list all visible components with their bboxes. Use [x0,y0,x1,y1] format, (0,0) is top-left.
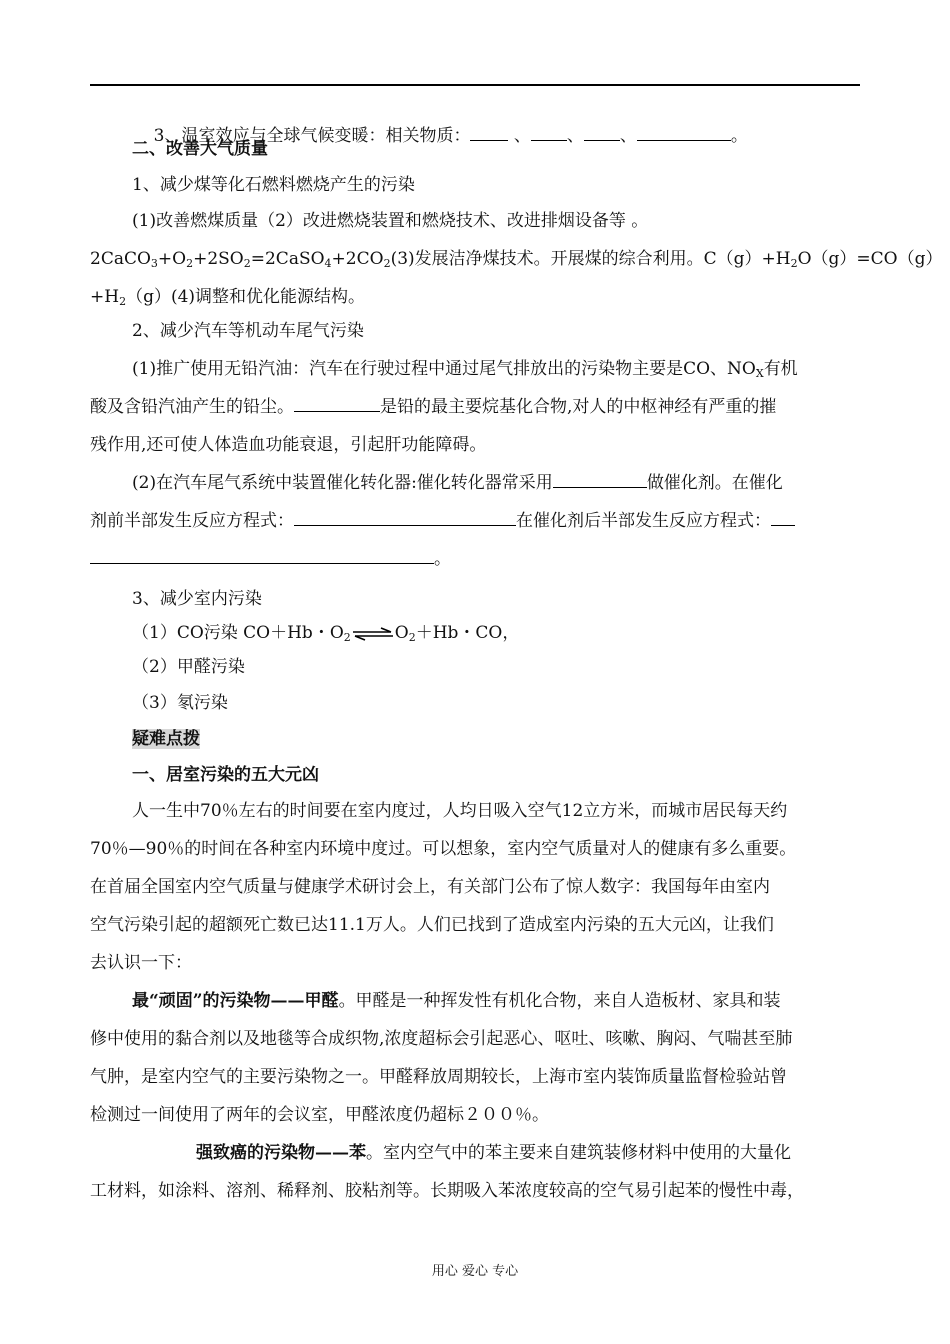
page-footer: 用心 爱心 专心 [431,1264,519,1279]
item3-formaldehyde: （2）甲醛污染 [132,657,245,677]
para2-line2: 修中使用的黏合剂以及地毯等合成织物,浓度超标会引起恶心、呕吐、咳嗽、胸闷、气喘甚至肺 [90,1029,793,1049]
blank-rear-equation[interactable] [90,549,434,564]
para2-line3: 气肿，是室内空气的主要污染物之一。甲醛释放周期较长，上海市室内装饰质量监督检验站曾 [90,1067,787,1087]
para3-line1: 强致癌的污染物——苯。室内空气中的苯主要来自建筑装修材料中使用的大量化 [196,1143,791,1163]
item2-p1-line2: 酸及含铅汽油产生的铅尘。 是铅的最主要烷基化合物,对人的中枢神经有严重的摧 [90,397,777,417]
item1-title: 1、减少煤等化石燃料燃烧产生的污染 [132,175,415,195]
item1-measures: (1)改善燃煤质量（2）改进燃烧装置和燃烧技术、改进排烟设备等 。 [132,211,649,231]
section-five-culprits: 一、居室污染的五大元凶 [132,765,319,785]
blank-1[interactable] [470,126,508,141]
para1-line1: 人一生中70％左右的时间要在室内度过，人均日吸入空气12立方米，而城市居民每天约 [132,801,788,821]
item2-p1-line3: 残作用,还可使人体造血功能衰退，引起肝功能障碍。 [90,435,487,455]
blank-4[interactable] [637,126,731,141]
item2-p2-line3: 。 [90,548,451,570]
para3-lead: 强致癌的污染物——苯 [196,1143,366,1163]
blank-3[interactable] [584,126,620,141]
para1-line3: 在首届全国室内空气质量与健康学术研讨会上，有关部门公布了惊人数字：我国每年由室内 [90,877,770,897]
blank-lead-compound[interactable] [294,397,380,412]
blank-catalyst[interactable] [553,473,647,488]
greenhouse-label: 3、温室效应与全球气候变暖：相关物质： [153,126,471,146]
para2-line1: 最“顽固”的污染物——甲醛。甲醛是一种挥发性有机化合物，来自人造板材、家具和装 [132,991,781,1011]
item2-p2-line1: (2)在汽车尾气系统中装置催化转化器:催化转化器常采用 做催化剂。在催化 [132,473,783,493]
para3-line2: 工材料，如涂料、溶剂、稀释剂、胶粘剂等。长期吸入苯浓度较高的空气易引起苯的慢性中毒， [90,1181,804,1201]
item2-title: 2、减少汽车等机动车尾气污染 [132,321,364,341]
para1-line5: 去认识一下： [90,953,192,973]
equation-cont: $+H_2(g)(4)$调整和优化能源结构。 [90,287,366,308]
item2-p2-line2: 剂前半部发生反应方程式： 在催化剂后半部发生反应方程式： [90,510,795,532]
item3-radon: （3）氡污染 [132,693,228,713]
difficulty-heading: 疑难点拨 [132,729,200,749]
equilibrium-arrow-icon [351,627,395,641]
item3-title: 3、减少室内污染 [132,589,262,609]
header-rule [90,84,860,86]
blank-front-equation[interactable] [294,511,516,526]
para1-line4: 空气污染引起的超额死亡数已达11.1万人。人们已找到了造成室内污染的五大元凶，让我们 [90,915,774,935]
blank-2[interactable] [531,126,567,141]
para1-line2: 70％—90％的时间在各种室内环境中度过。可以想象，室内空气质量对人的健康有多么重要。 [90,839,797,859]
item2-p1-line1: (1)推广使用无铅汽油：汽车在行驶过程中通过尾气排放出的污染物主要是CO、$NO_X$有机 [132,359,798,380]
heading-improve-air: 二、改善大气质量 [132,139,268,159]
greenhouse-line: 3、温室效应与全球气候变暖：相关物质： 、 、 、 。 [153,126,748,146]
blank-rear-equation-start[interactable] [771,511,795,526]
para2-lead: 最“顽固”的污染物——甲醛 [132,991,339,1011]
para2-line4: 检测过一间使用了两年的会议室，甲醛浓度仍超标２００％。 [90,1105,549,1125]
item3-co-equation: （1）CO污染 CO＋Hb・$O_2$ $O_2+Hb$・CO， [132,623,520,644]
equation-desulfur: $2CaCO_3+O_2+2SO_2=2CaSO_4+2CO_2(3)$发展洁净煤技术。开展煤的综合利用。$C(g)+H_2O(g)=CO(g)$ [90,249,943,270]
